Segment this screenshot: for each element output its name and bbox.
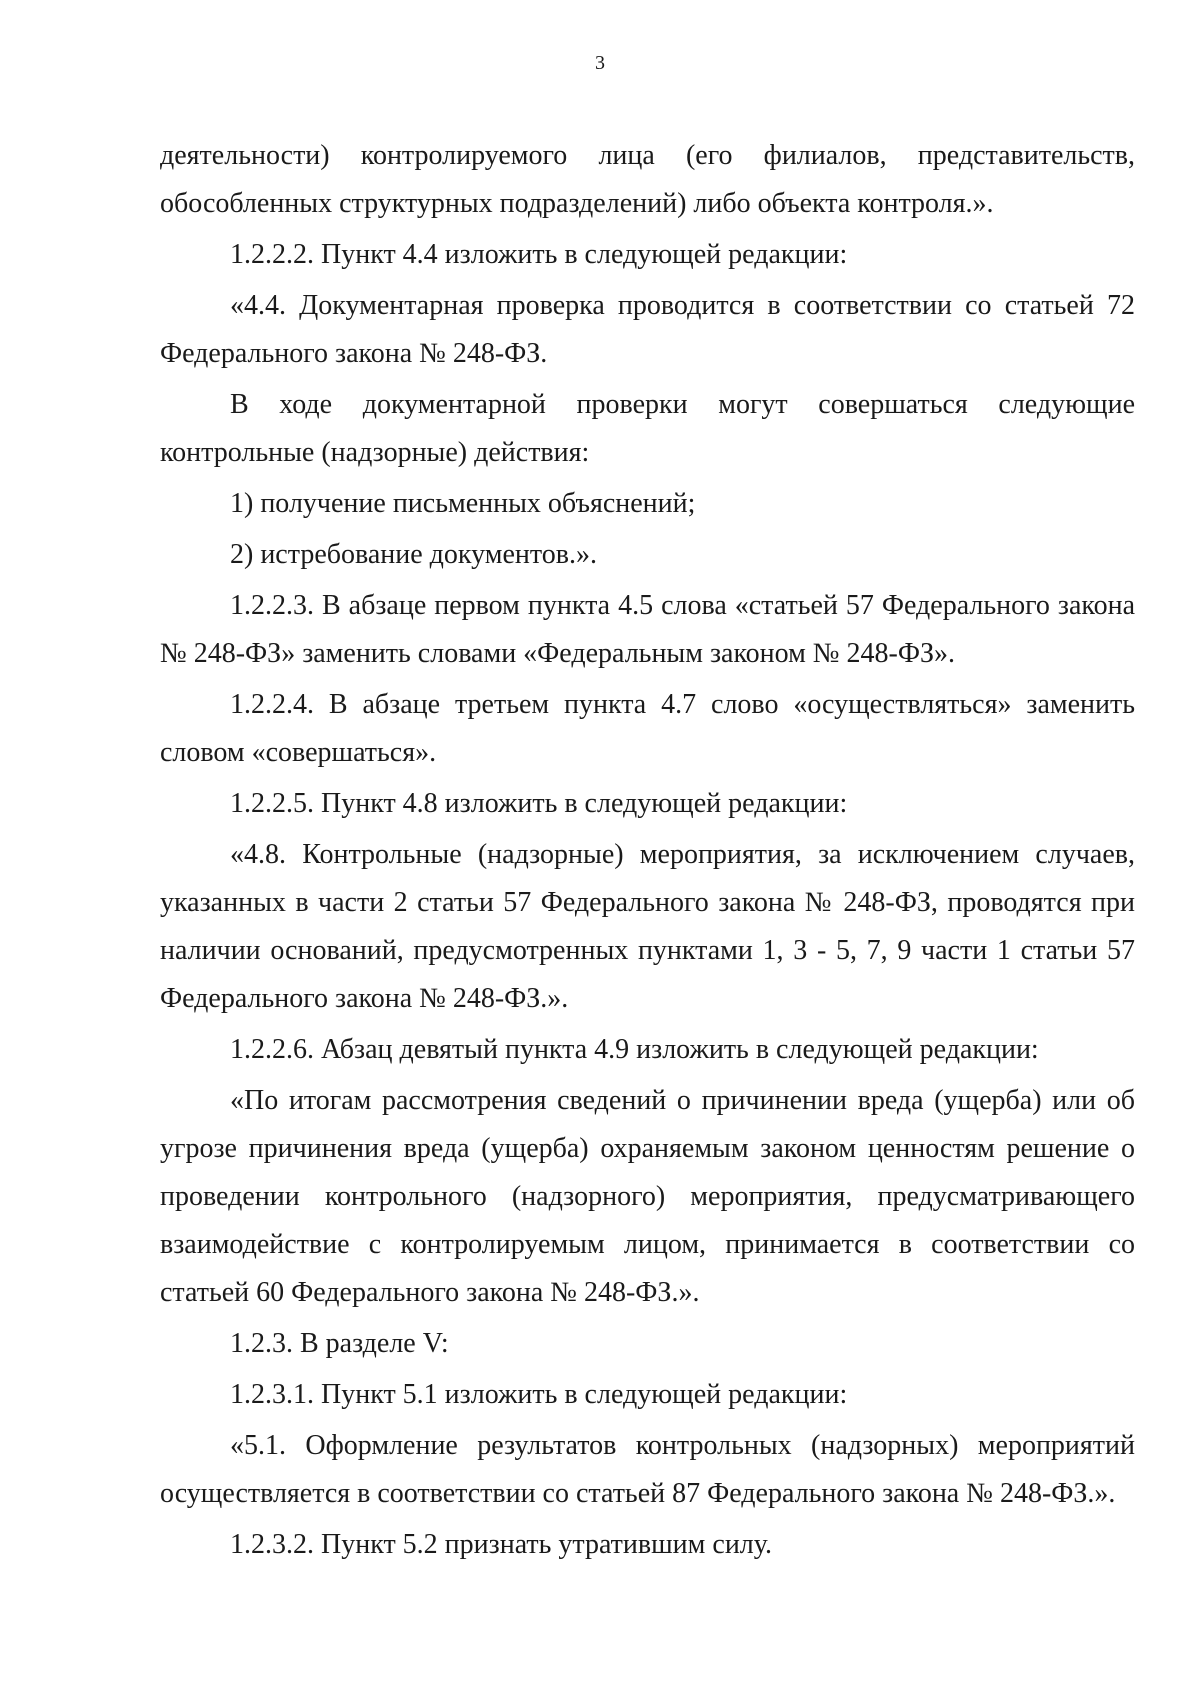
paragraph-continuation: деятельности) контролируемого лица (его филиалов, представительств, обособленных структурных подразделений) либо объекта контроля.». bbox=[160, 140, 1135, 219]
paragraph-item-1-2-3-1: 1.2.3.1. Пункт 5.1 изложить в следующей редакции: bbox=[230, 1379, 848, 1410]
paragraph-item-1-2-3-2: 1.2.3.2. Пункт 5.2 признать утратившим силу. bbox=[230, 1529, 772, 1560]
document-body bbox=[160, 132, 1135, 1572]
paragraph-quote-4-8: «4.8. Контрольные (надзорные) мероприятия, за исключением случаев, указанных в части 2 статьи 57 Федерального закона № 248-ФЗ, проводятся при наличии оснований, предусмотренных пунктами 1, 3 - 5, 7, 9 части 1 статьи 57 Федерального закона № 248-ФЗ.». bbox=[160, 839, 1135, 1014]
page-number: 3 bbox=[595, 52, 605, 74]
paragraph-quote-5-1: «5.1. Оформление результатов контрольных (надзорных) мероприятий осуществляется в соответствии со статьей 87 Федерального закона № 248-ФЗ.». bbox=[160, 1430, 1135, 1509]
paragraph-item-1-2-2-2: 1.2.2.2. Пункт 4.4 изложить в следующей редакции: bbox=[230, 239, 848, 270]
paragraph-quote-4-4: «4.4. Документарная проверка проводится в соответствии со статьей 72 Федерального закона № 248-ФЗ. bbox=[160, 290, 1135, 369]
paragraph-item-1-2-2-6: 1.2.2.6. Абзац девятый пункта 4.9 изложить в следующей редакции: bbox=[230, 1034, 1039, 1065]
paragraph-item-1-2-2-5: 1.2.2.5. Пункт 4.8 изложить в следующей редакции: bbox=[230, 788, 848, 819]
paragraph-item-1-2-3: 1.2.3. В разделе V: bbox=[230, 1328, 449, 1359]
paragraph-item-1-2-2-4: 1.2.2.4. В абзаце третьем пункта 4.7 слово «осуществляться» заменить словом «совершаться». bbox=[160, 689, 1135, 768]
paragraph-quote-4-9: «По итогам рассмотрения сведений о причинении вреда (ущерба) или об угрозе причинения вреда (ущерба) охраняемым законом ценностям решение о проведении контрольного (надзорного) мероприятия, предусматривающего взаимодействие с контролируемым лицом, принимается в соответствии со статьей 60 Федерального закона № 248-ФЗ.». bbox=[160, 1085, 1135, 1308]
paragraph-list-item-1: 1) получение письменных объяснений; bbox=[230, 488, 696, 519]
paragraph-list-item-2: 2) истребование документов.». bbox=[230, 539, 597, 570]
paragraph-item-1-2-2-3: 1.2.2.3. В абзаце первом пункта 4.5 слова «статьей 57 Федерального закона № 248-ФЗ» заменить словами «Федеральным законом № 248-ФЗ». bbox=[160, 590, 1135, 669]
paragraph-actions-intro: В ходе документарной проверки могут совершаться следующие контрольные (надзорные) действия: bbox=[160, 389, 1135, 468]
